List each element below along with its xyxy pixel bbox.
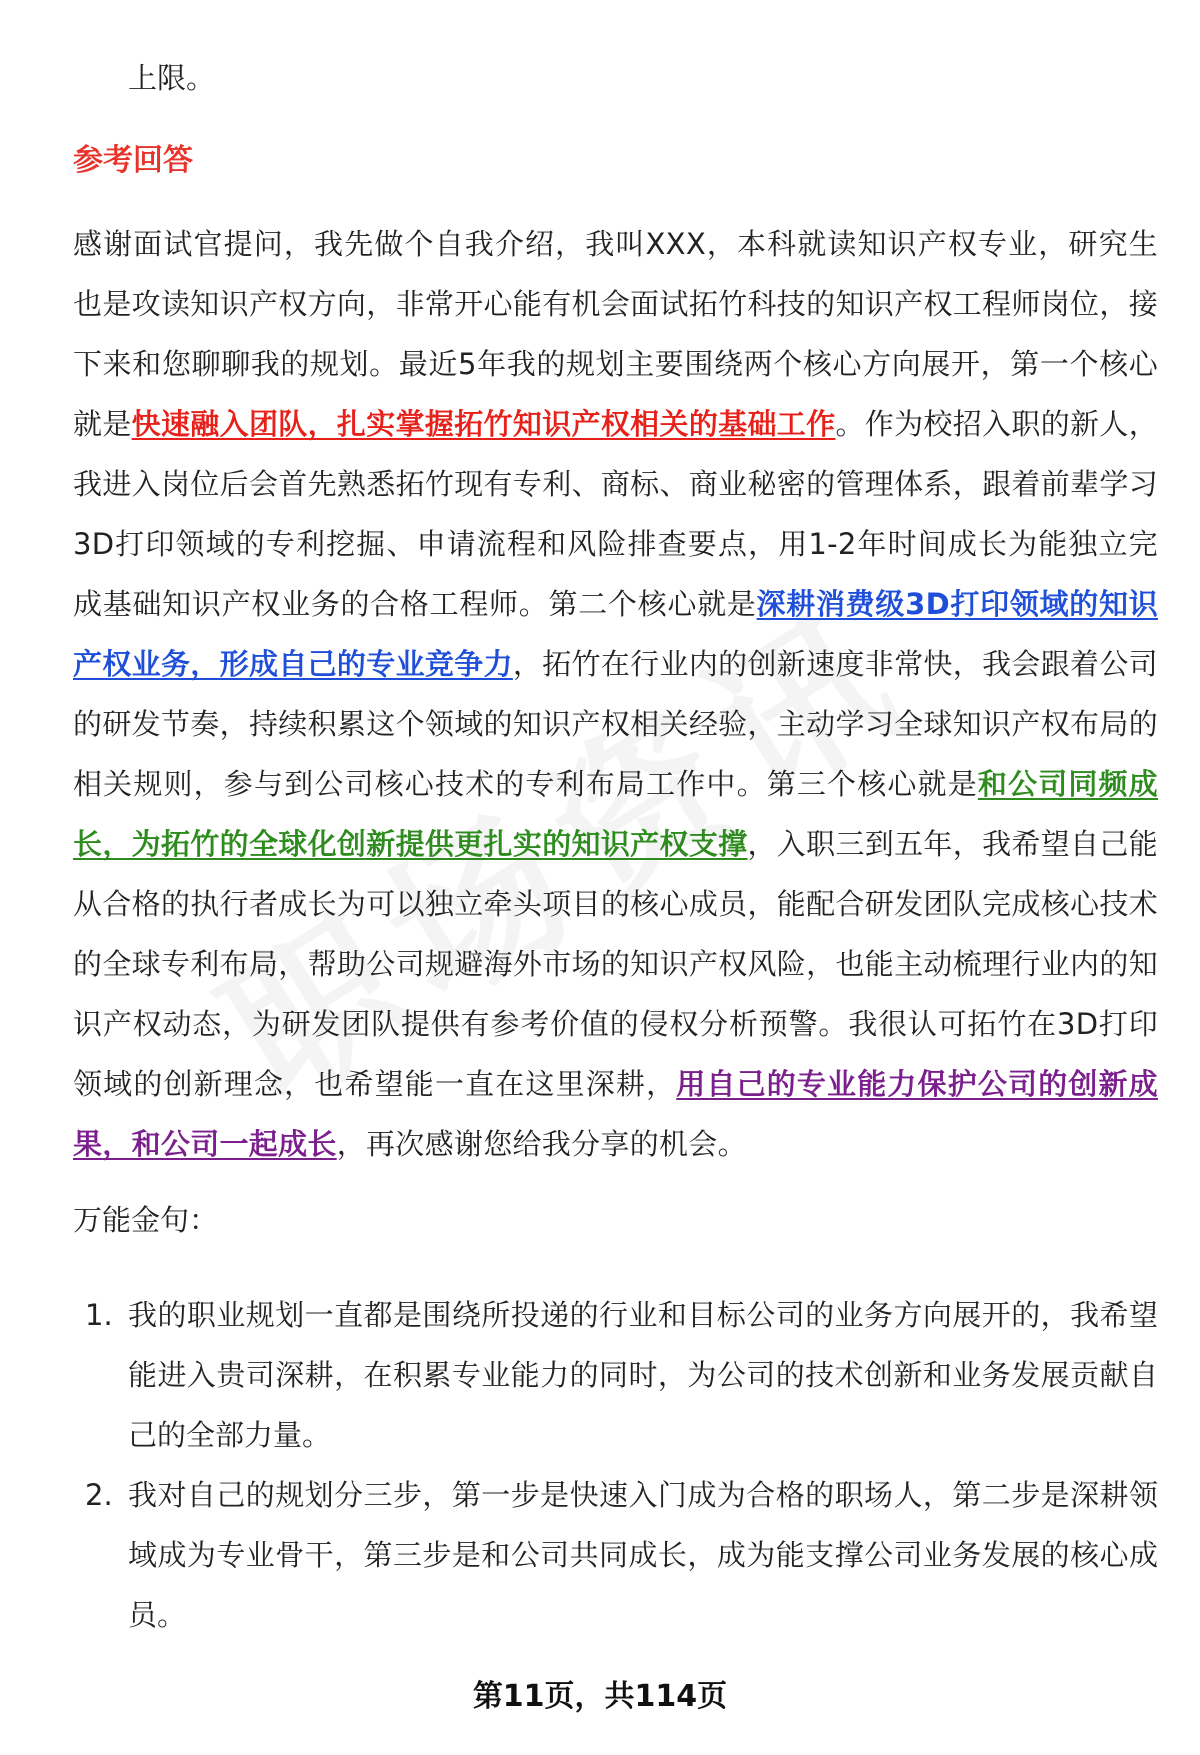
answer-text-3: ，拓竹在行业内的创新速度非常快，我会跟着公司的研发节奏，持续积累这个领域的知识产权相关经验，主动学习全球知识产权布局的相关规则，参与到公司核心技术的专利布局工作中。第三个核心就是 — [73, 647, 1158, 801]
list-item — [73, 1465, 1158, 1645]
list-item-number: 2. — [85, 1478, 113, 1512]
highlight-blue: 深耕消费级3D打印领域的知识产权业务，形成自己的专业竞争力 — [73, 587, 1159, 681]
highlight-red: 快速融入团队，扎实掌握拓竹知识产权相关的基础工作 — [131, 407, 836, 441]
answer-paragraph — [73, 214, 1158, 1174]
list-item-text: 我的职业规划一直都是围绕所投递的行业和目标公司的业务方向展开的，我希望能进入贵司深耕，在积累专业能力的同时，为公司的技术创新和业务发展贡献自己的全部力量。 — [128, 1298, 1158, 1452]
answer-text-4: ，入职三到五年，我希望自己能从合格的执行者成长为可以独立牵头项目的核心成员，能配合研发团队完成核心技术的全球专利布局，帮助公司规避海外市场的知识产权风险，也能主动梳理行业内的知识产权动态，为研发团队提供有参考价值的侵权分析预警。我很认可拓竹在3D打印领域的创新理念，也希望能一直在这里深耕， — [73, 827, 1159, 1101]
list-item-number: 1. — [85, 1298, 113, 1332]
list-item-text: 我对自己的规划分三步，第一步是快速入门成为合格的职场人，第二步是深耕领域成为专业骨干，第三步是和公司共同成长，成为能支撑公司业务发展的核心成员。 — [128, 1478, 1158, 1632]
continuation-text: 上限。 — [128, 61, 216, 95]
answer-text-2: 。作为校招入职的新人，我进入岗位后会首先熟悉拓竹现有专利、商标、商业秘密的管理体系，跟着前辈学习3D打印领域的专利挖掘、申请流程和风险排查要点，用1-2年时间成长为能独立完成基础知识产权业务的合格工程师。第二个核心就是 — [73, 407, 1158, 621]
answer-text-5: ，再次感谢您给我分享的机会。 — [336, 1127, 747, 1161]
page-footer: 第11页，共114页 — [472, 1679, 728, 1714]
section-heading: 参考回答 — [73, 143, 193, 178]
list-item — [73, 1285, 1158, 1465]
answer-text-1: 感谢面试官提问，我先做个自我介绍，我叫XXX，本科就读知识产权专业，研究生也是攻读知识产权方向，非常开心能有机会面试拓竹科技的知识产权工程师岗位，接下来和您聊聊我的规划。最近5年我的规划主要围绕两个核心方向展开，第一个核心就是 — [73, 227, 1158, 441]
highlight-green: 和公司同频成长，为拓竹的全球化创新提供更扎实的知识产权支撑 — [73, 767, 1158, 861]
phrase-list — [73, 1285, 1158, 1645]
phrases-label: 万能金句： — [73, 1203, 219, 1237]
highlight-purple: 用自己的专业能力保护公司的创新成果，和公司一起成长 — [73, 1067, 1158, 1161]
